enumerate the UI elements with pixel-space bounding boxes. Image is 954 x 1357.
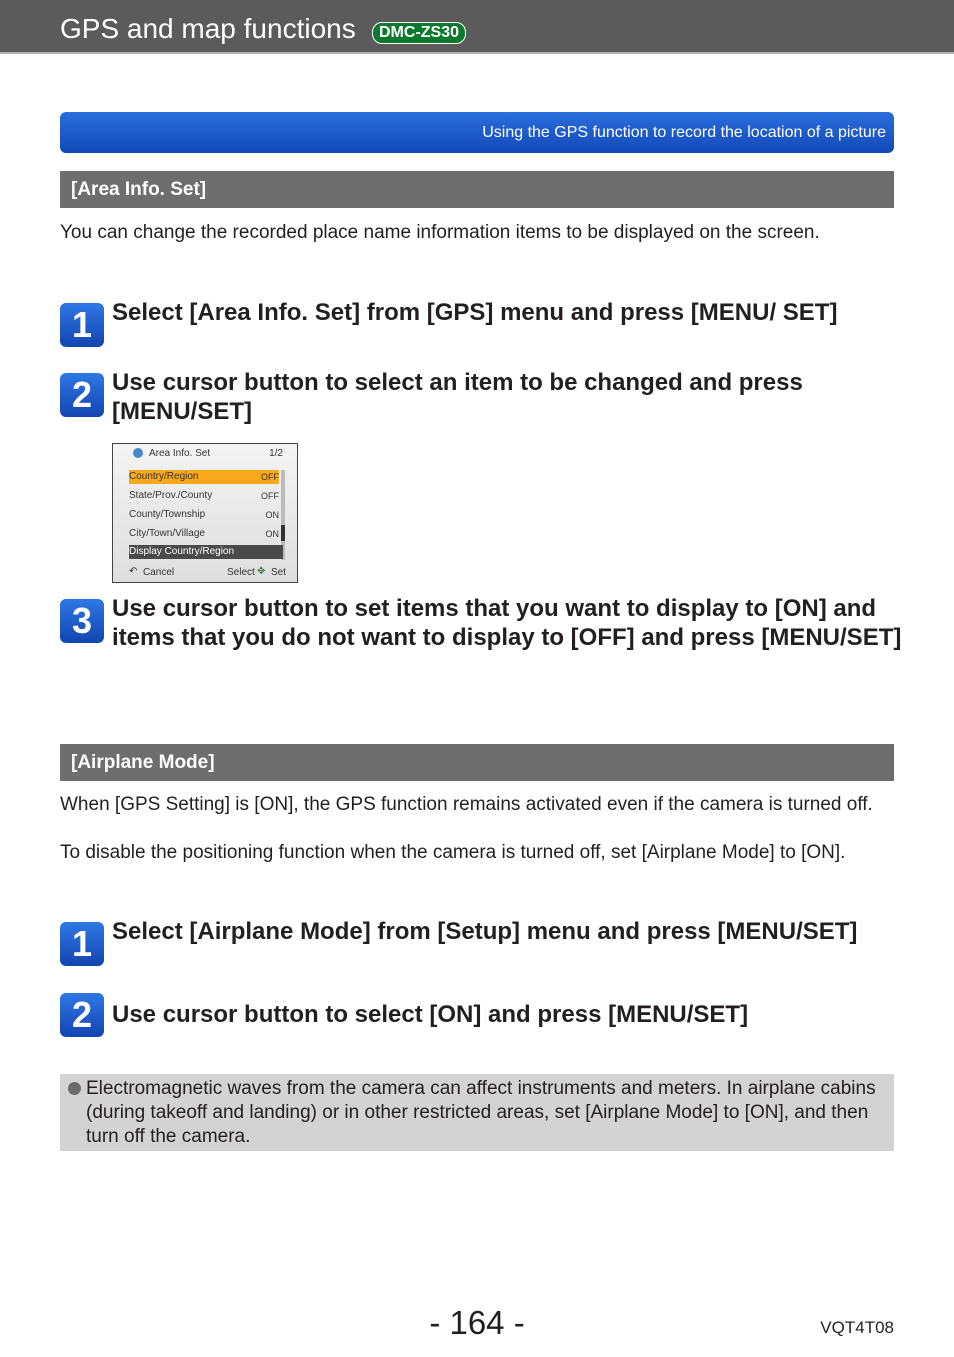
step-3-number: 3	[60, 599, 104, 643]
section-banner-text: Using the GPS function to record the location of a picture	[482, 124, 886, 141]
return-icon: ↶	[129, 566, 138, 577]
camera-screen-image	[112, 443, 298, 583]
airplane-step-2-text: Use cursor button to select [ON] and press [MENU/SET]	[112, 1001, 749, 1028]
step-3-text: Use cursor button to set items that you want to display to [ON] and items that you do not want to display to [OFF] and press [MENU/SET]	[112, 595, 902, 651]
bullet-icon	[68, 1082, 81, 1095]
section-heading-airplane-mode: [Airplane Mode]	[60, 744, 894, 781]
screen-page: 1/2	[269, 448, 283, 459]
screen-title: Area Info. Set	[149, 448, 211, 459]
screen-set: Set	[271, 567, 287, 578]
header-bar	[0, 0, 954, 54]
section-heading-area-info: [Area Info. Set]	[60, 171, 894, 208]
area-info-intro: You can change the recorded place name information items to be displayed on the screen.	[60, 222, 820, 243]
note-box	[60, 1074, 894, 1151]
note-text: Electromagnetic waves from the camera can affect instruments and meters. In airplane cabins (during takeoff and landing) or in other restricted areas, set [Airplane Mode] to [ON], and then turn off the camera.	[86, 1078, 876, 1147]
screen-row: Country/Region OFF	[129, 471, 279, 482]
screen-info-bar: Display Country/Region	[129, 545, 283, 559]
document-code: VQT4T08	[820, 1318, 894, 1337]
step-2-text: Use cursor button to select an item to be changed and press [MENU/SET]	[112, 369, 803, 425]
airplane-intro-2: To disable the positioning function when the camera is turned off, set [Airplane Mode] to [ON].	[60, 842, 846, 863]
globe-icon	[133, 448, 143, 458]
screen-cancel: Cancel	[143, 567, 175, 578]
airplane-step-2-number: 2	[60, 993, 104, 1037]
airplane-step-1-text: Select [Airplane Mode] from [Setup] menu and press [MENU/SET]	[112, 918, 858, 945]
step-1-text: Select [Area Info. Set] from [GPS] menu and press [MENU/ SET]	[112, 299, 838, 326]
cursor-button-icon: ✥	[257, 566, 266, 577]
screen-row: City/Town/Village ON	[129, 528, 279, 539]
screen-select: Select	[227, 567, 255, 578]
section-banner	[60, 112, 894, 153]
step-1-number: 1	[60, 303, 104, 347]
page-number: - 164 -	[429, 1304, 525, 1341]
screen-row: County/Township ON	[129, 509, 279, 520]
airplane-intro-1: When [GPS Setting] is [ON], the GPS function remains activated even if the camera is turned off.	[60, 794, 873, 815]
airplane-step-1-number: 1	[60, 922, 104, 966]
header-title: GPS and map functions	[60, 13, 356, 44]
screen-row: State/Prov./County OFF	[129, 490, 279, 501]
model-badge: DMC-ZS30	[372, 22, 466, 44]
step-2-number: 2	[60, 373, 104, 417]
